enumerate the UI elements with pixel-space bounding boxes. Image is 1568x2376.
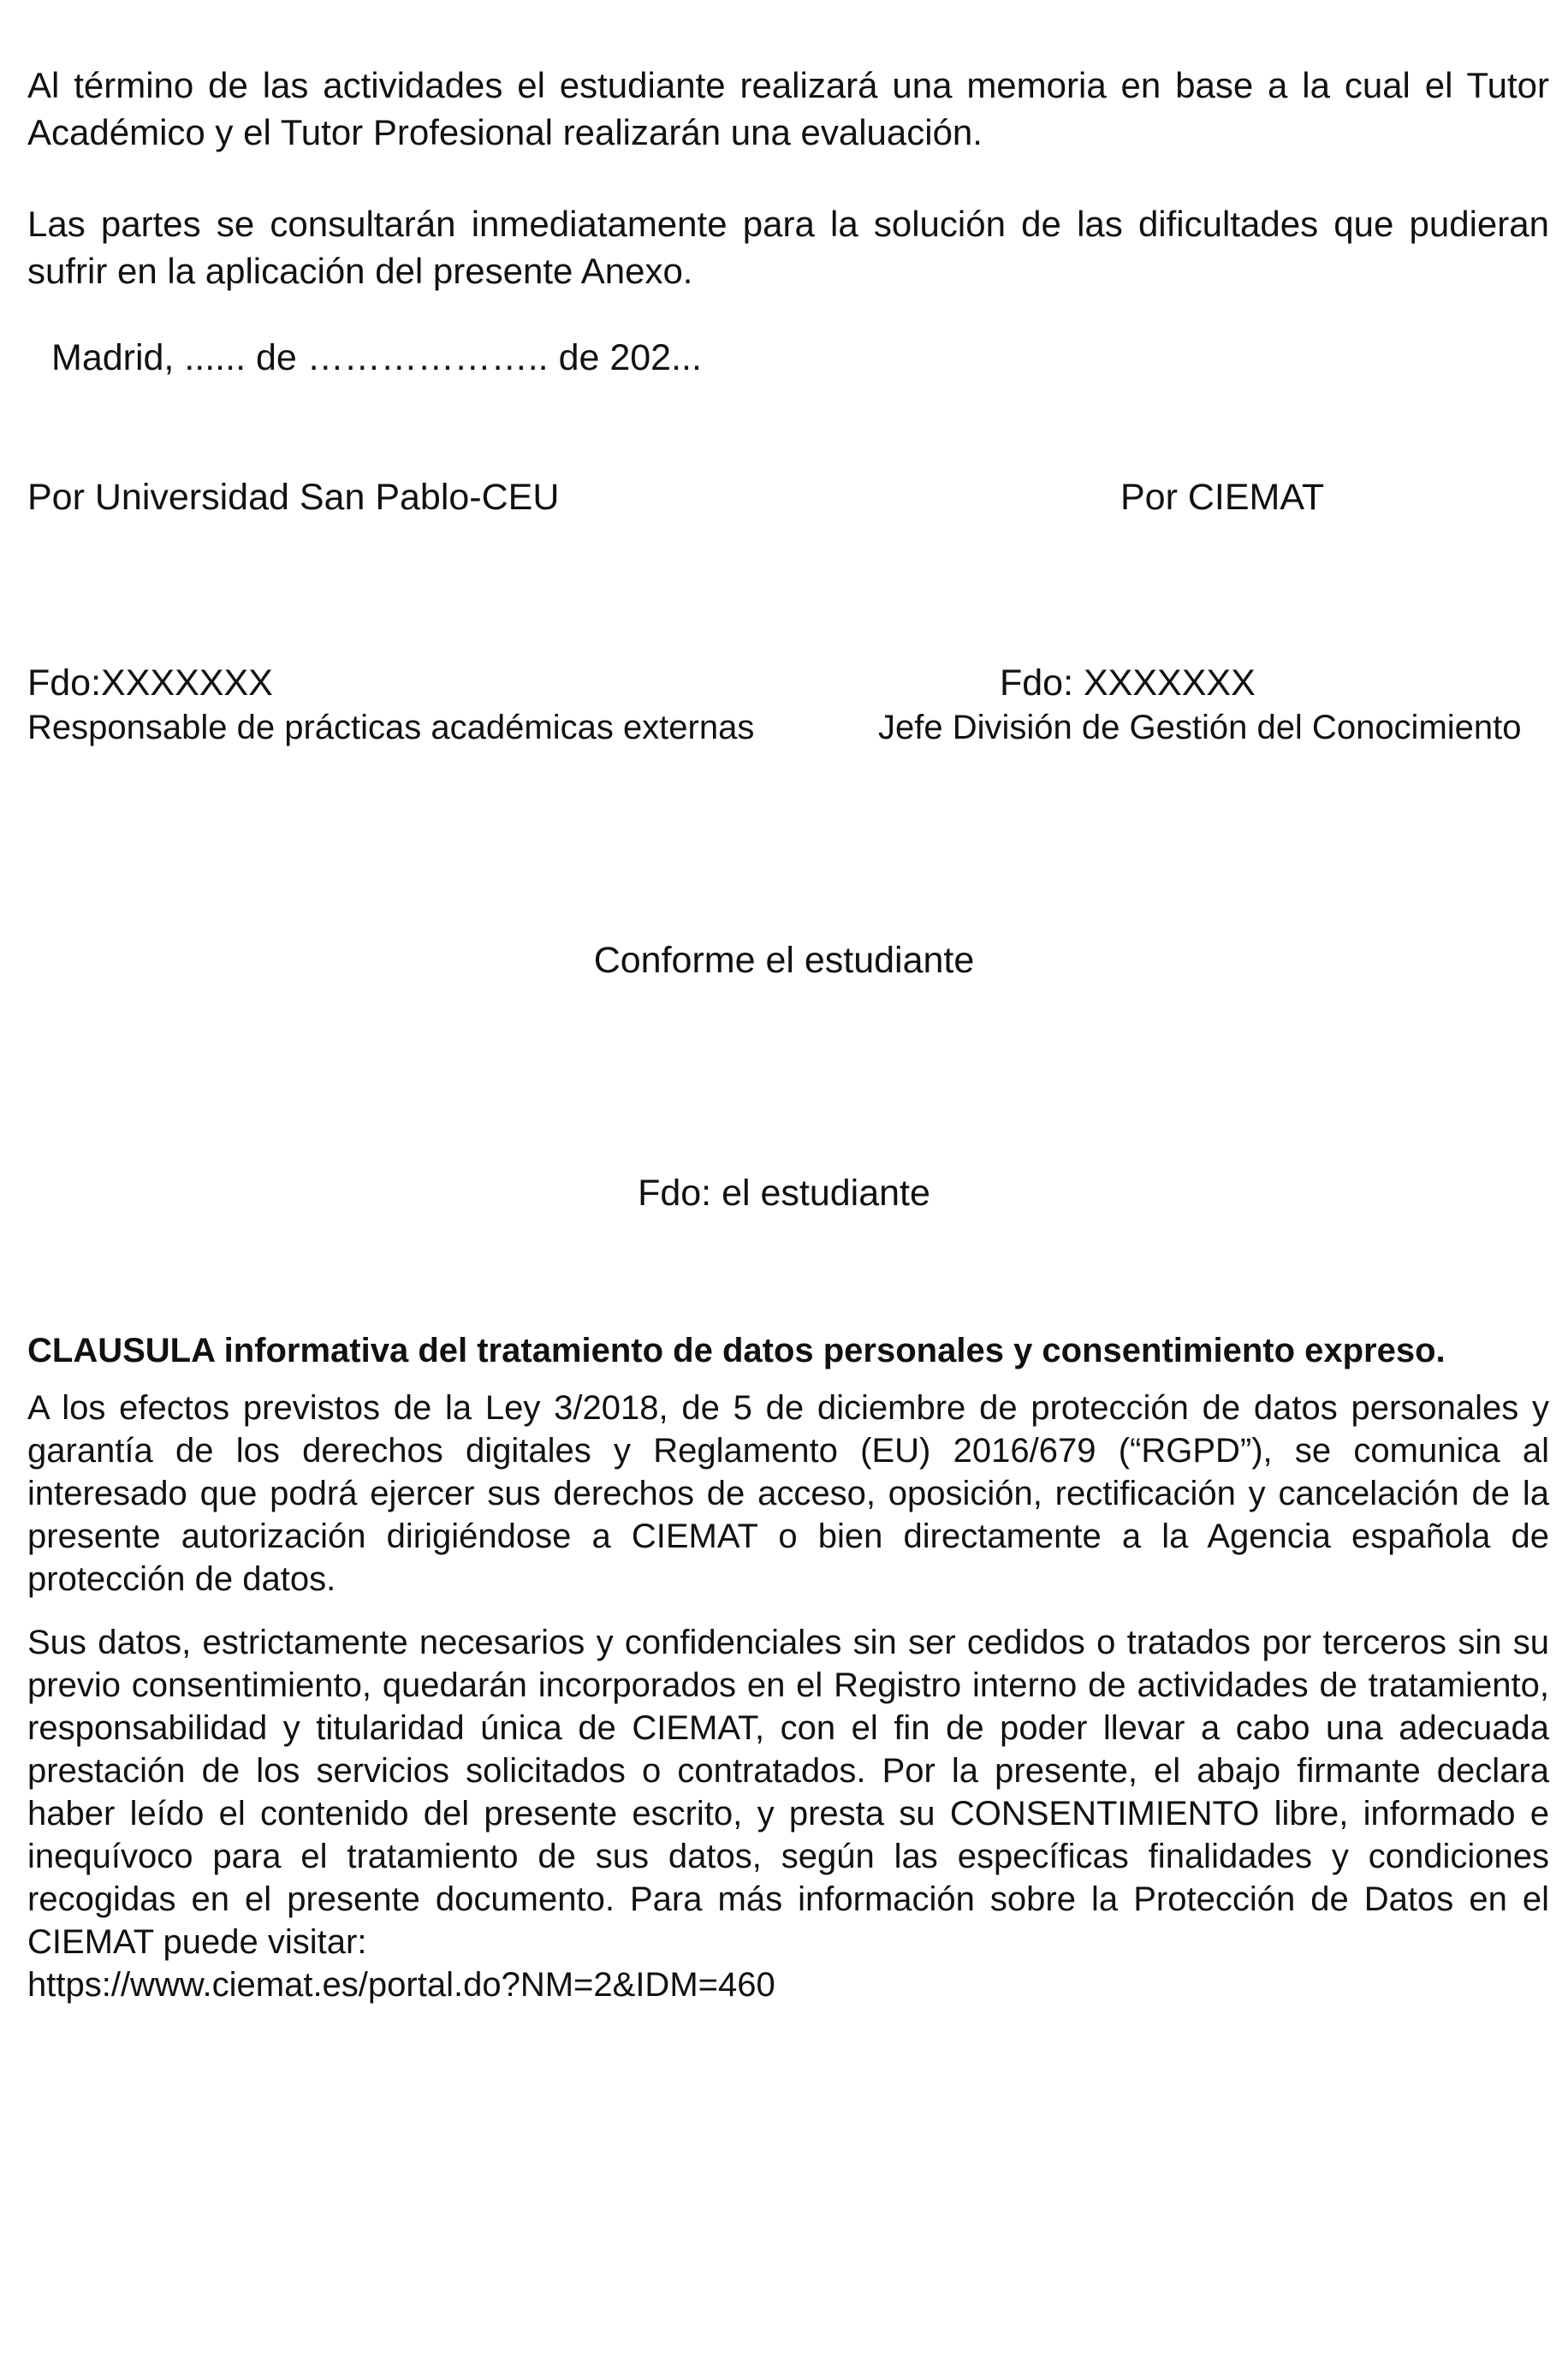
left-signed-name: Fdo:XXXXXXX	[27, 662, 273, 704]
left-party-label: Por Universidad San Pablo-CEU	[27, 477, 560, 518]
intro-section	[27, 62, 1549, 156]
signature-area	[27, 531, 1549, 650]
student-agreement: Conforme el estudiante	[593, 940, 975, 981]
clause-paragraph-block-1	[27, 1387, 1549, 1601]
date-line: Madrid, ...... de ……………….. de 202...	[51, 337, 702, 378]
right-party-label: Por CIEMAT	[1120, 477, 1325, 518]
clause-paragraph-block-2	[27, 1621, 1549, 2006]
left-signatory-role: Responsable de prácticas académicas externas	[27, 709, 755, 746]
intro-paragraph-consultation: Las partes se consultarán inmediatamente para la solución de las dificultades que pudieran sufrir en la aplicación del presente Anexo.	[27, 204, 1549, 291]
clause-heading-block	[27, 1328, 1549, 1373]
right-signed-name: Fdo: XXXXXXX	[1000, 662, 1256, 704]
clause-url: https://www.ciemat.es/portal.do?NM=2&IDM=460	[27, 1966, 775, 2004]
clause-paragraph-consent: Sus datos, estrictamente necesarios y confidenciales sin ser cedidos o tratados por terceros sin su previo consentimiento, quedarán incorporados en el Registro interno de actividades de tratamiento, responsabilidad y titularidad única de CIEMAT, con el fin de poder llevar a cabo una adecuada prestación de los servicios solicitados o contratados. Por la presente, el abajo firmante declara haber leído el contenido del presente escrito, y presta su CONSENTIMIENTO libre, informado e inequívoco para el tratamiento de sus datos, según las específicas finalidades y condiciones recogidas en el presente documento. Para más información sobre la Protección de Datos en el CIEMAT puede visitar:	[27, 1624, 1549, 1961]
clause-paragraph-rights: A los efectos previstos de la Ley 3/2018, de 5 de diciembre de protección de datos personales y garantía de los derechos digitales y Reglamento (EU) 2016/679 (“RGPD”), se comunica al interesado que podrá ejercer sus derechos de acceso, oposición, rectificación y cancelación de la presente autorización dirigiéndose a CIEMAT o bien directamente a la Agencia española de protección de datos.	[27, 1389, 1549, 1598]
clause-heading: CLAUSULA informativa del tratamiento de datos personales y consentimiento expreso.	[27, 1332, 1446, 1369]
intro-paragraph-evaluation: Al término de las actividades el estudiante realizará una memoria en base a la cual el Tutor Académico y el Tutor Profesional realizarán una evaluación.	[27, 65, 1549, 152]
student-signature: Fdo: el estudiante	[638, 1173, 930, 1214]
intro-section-2	[27, 200, 1549, 294]
right-signatory-role: Jefe División de Gestión del Conocimiento	[878, 709, 1522, 746]
